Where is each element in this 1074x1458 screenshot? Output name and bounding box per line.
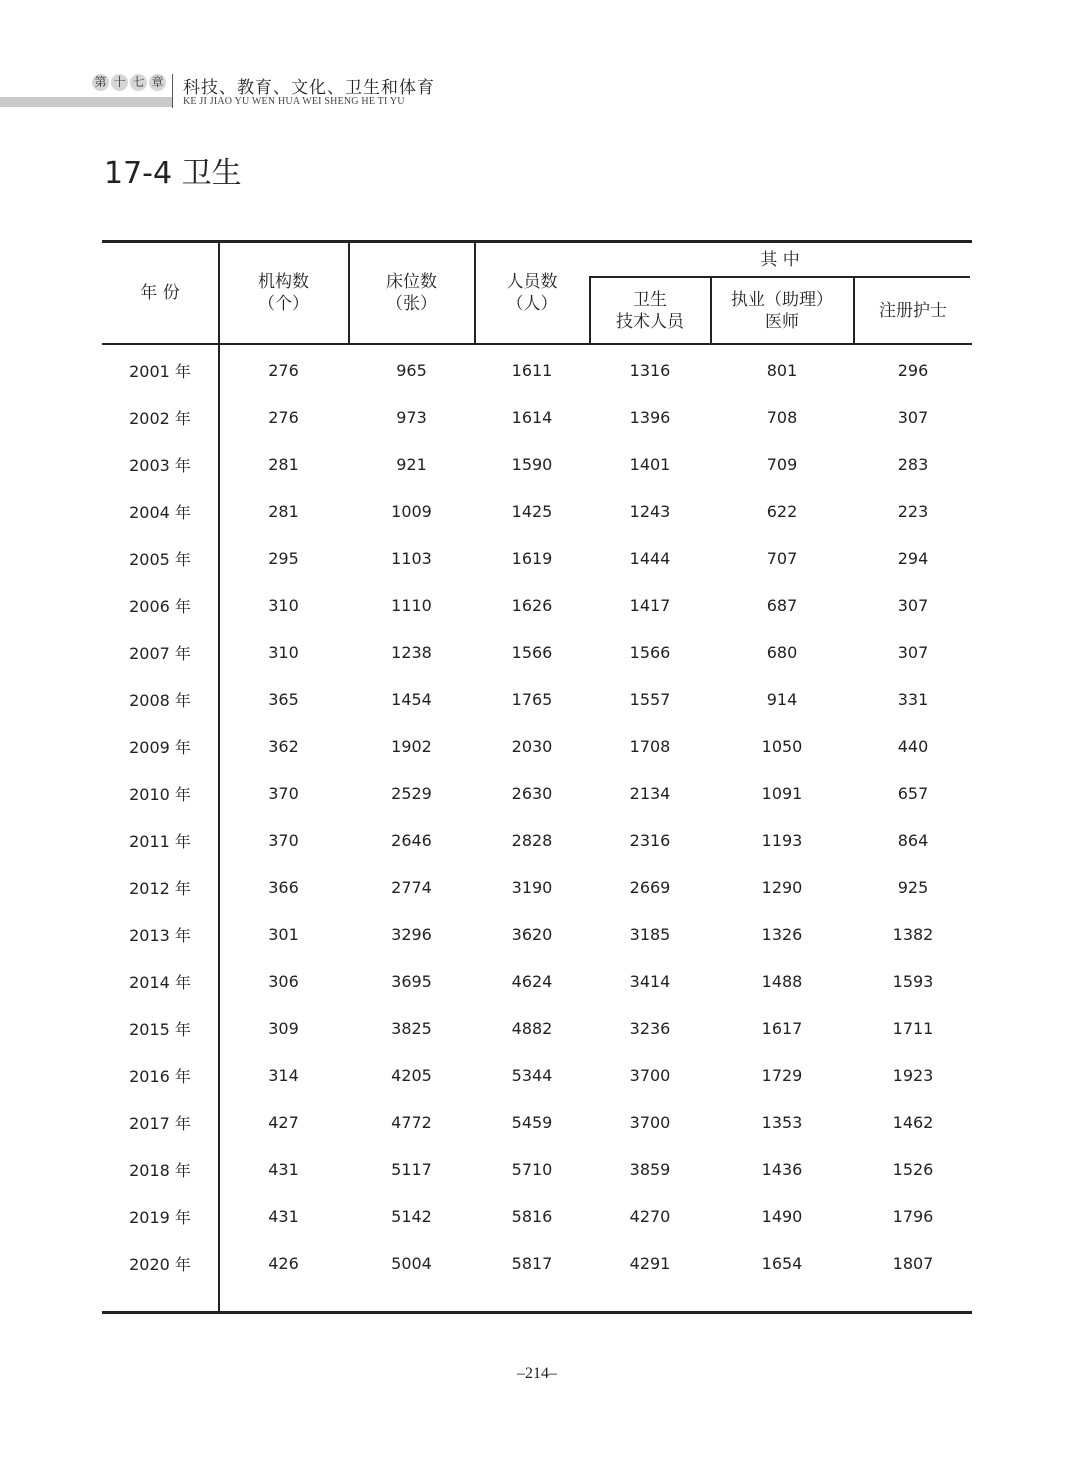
header-decor-bar	[0, 97, 172, 107]
table-row	[102, 629, 972, 676]
cell-health-tech: 1243	[629, 502, 671, 521]
cell-personnel: 1590	[511, 455, 553, 474]
cell-year: 2002 年	[129, 409, 191, 428]
header-institutions: 机构数 （个）	[258, 272, 309, 314]
cell-doctors: 1729	[761, 1066, 803, 1085]
cell-beds: 3695	[391, 972, 432, 991]
cell-personnel: 3620	[511, 925, 553, 944]
cell-personnel: 1425	[511, 502, 553, 521]
header-health-tech: 卫生 技术人员	[616, 289, 684, 332]
table-row	[102, 1193, 972, 1240]
header-doctors: 执业（助理） 医师	[731, 289, 833, 332]
cell-personnel: 1611	[511, 361, 553, 380]
cell-beds: 965	[396, 361, 427, 380]
table-row	[102, 1099, 972, 1146]
cell-doctors: 1617	[761, 1019, 803, 1038]
cell-nurses: 1593	[892, 972, 934, 991]
cell-personnel: 2828	[511, 831, 553, 850]
cell-institutions: 431	[268, 1207, 299, 1226]
cell-personnel: 4882	[511, 1019, 553, 1038]
header-among: 其 中	[760, 249, 800, 270]
cell-doctors: 1353	[761, 1113, 803, 1132]
cell-year: 2001 年	[129, 362, 191, 381]
cell-personnel: 3190	[511, 878, 553, 897]
cell-doctors: 707	[766, 549, 798, 568]
cell-personnel: 1566	[511, 643, 553, 662]
cell-personnel: 5710	[511, 1160, 553, 1179]
header-rule	[102, 343, 972, 345]
table-row	[102, 864, 972, 911]
table-row	[102, 676, 972, 723]
cell-health-tech: 1566	[629, 643, 671, 662]
cell-doctors: 1050	[761, 737, 803, 756]
cell-health-tech: 3700	[629, 1066, 671, 1085]
table-row	[102, 441, 972, 488]
table-row	[102, 535, 972, 582]
cell-institutions: 365	[268, 690, 299, 709]
table-row	[102, 1240, 972, 1287]
cell-institutions: 431	[268, 1160, 299, 1179]
cell-personnel: 5459	[511, 1113, 553, 1132]
cell-institutions: 276	[268, 361, 299, 380]
cell-personnel: 1619	[511, 549, 553, 568]
header-year: 年 份	[140, 283, 180, 303]
cell-beds: 1009	[391, 502, 432, 521]
cell-beds: 5117	[391, 1160, 432, 1179]
cell-institutions: 309	[268, 1019, 299, 1038]
table-row	[102, 817, 972, 864]
cell-beds: 973	[396, 408, 427, 427]
cell-doctors: 1490	[761, 1207, 803, 1226]
cell-nurses: 296	[897, 361, 929, 380]
table-body	[102, 347, 972, 1287]
table-row	[102, 582, 972, 629]
cell-year: 2016 年	[129, 1067, 191, 1086]
cell-doctors: 708	[766, 408, 798, 427]
cell-year: 2003 年	[129, 456, 191, 475]
cell-personnel: 5344	[511, 1066, 553, 1085]
cell-doctors: 914	[766, 690, 798, 709]
cell-doctors: 801	[766, 361, 798, 380]
cell-nurses: 223	[897, 502, 929, 521]
cell-year: 2015 年	[129, 1020, 191, 1039]
cell-beds: 2529	[391, 784, 432, 803]
cell-nurses: 1382	[892, 925, 934, 944]
table-row	[102, 488, 972, 535]
table-row	[102, 1052, 972, 1099]
table-row	[102, 770, 972, 817]
cell-personnel: 1765	[511, 690, 553, 709]
cell-nurses: 294	[897, 549, 929, 568]
cell-health-tech: 1401	[629, 455, 671, 474]
cell-institutions: 366	[268, 878, 299, 897]
cell-doctors: 680	[766, 643, 798, 662]
cell-beds: 5142	[391, 1207, 432, 1226]
table-row	[102, 347, 972, 394]
cell-year: 2013 年	[129, 926, 191, 945]
header-nurses: 注册护士	[879, 300, 947, 321]
cell-nurses: 307	[897, 643, 929, 662]
chapter-char: 七	[130, 74, 147, 91]
cell-doctors: 1290	[761, 878, 803, 897]
cell-beds: 4205	[391, 1066, 432, 1085]
cell-beds: 3825	[391, 1019, 432, 1038]
cell-personnel: 5817	[511, 1254, 553, 1273]
cell-personnel: 1626	[511, 596, 553, 615]
cell-institutions: 362	[268, 737, 299, 756]
table-row	[102, 1005, 972, 1052]
header-beds: 床位数 （张）	[386, 272, 437, 314]
page-number: –214–	[517, 1365, 557, 1382]
cell-year: 2014 年	[129, 973, 191, 992]
cell-nurses: 1807	[892, 1254, 934, 1273]
chapter-title: 科技、教育、文化、卫生和体育	[183, 78, 435, 98]
cell-institutions: 370	[268, 831, 299, 850]
cell-year: 2008 年	[129, 691, 191, 710]
cell-health-tech: 1557	[629, 690, 671, 709]
cell-year: 2006 年	[129, 597, 191, 616]
chapter-char: 第	[92, 74, 109, 91]
cell-year: 2020 年	[129, 1255, 191, 1274]
table-row	[102, 1146, 972, 1193]
cell-institutions: 301	[268, 925, 299, 944]
cell-institutions: 310	[268, 596, 299, 615]
cell-nurses: 925	[897, 878, 929, 897]
cell-year: 2018 年	[129, 1161, 191, 1180]
cell-beds: 5004	[391, 1254, 432, 1273]
cell-institutions: 295	[268, 549, 299, 568]
header-personnel: 人员数 （人）	[506, 272, 558, 314]
cell-nurses: 440	[897, 737, 929, 756]
cell-health-tech: 2316	[629, 831, 671, 850]
health-table	[102, 240, 972, 1314]
cell-doctors: 687	[766, 596, 798, 615]
cell-institutions: 306	[268, 972, 299, 991]
cell-nurses: 864	[897, 831, 929, 850]
cell-year: 2009 年	[129, 738, 191, 757]
cell-nurses: 307	[897, 596, 929, 615]
cell-doctors: 1654	[761, 1254, 803, 1273]
cell-health-tech: 2669	[629, 878, 671, 897]
table-row	[102, 911, 972, 958]
cell-beds: 921	[396, 455, 427, 474]
cell-health-tech: 1444	[629, 549, 671, 568]
cell-nurses: 657	[897, 784, 929, 803]
cell-doctors: 1436	[761, 1160, 803, 1179]
cell-institutions: 314	[268, 1066, 299, 1085]
cell-health-tech: 1316	[629, 361, 671, 380]
cell-institutions: 370	[268, 784, 299, 803]
cell-doctors: 1326	[761, 925, 803, 944]
cell-nurses: 283	[897, 455, 929, 474]
cell-beds: 1110	[391, 596, 432, 615]
cell-doctors: 1091	[761, 784, 803, 803]
header-separator	[172, 74, 173, 108]
cell-health-tech: 1396	[629, 408, 671, 427]
cell-doctors: 1488	[761, 972, 803, 991]
cell-institutions: 276	[268, 408, 299, 427]
cell-health-tech: 4291	[629, 1254, 671, 1273]
cell-nurses: 331	[897, 690, 929, 709]
table-row	[102, 394, 972, 441]
cell-institutions: 281	[268, 502, 299, 521]
cell-health-tech: 3859	[629, 1160, 671, 1179]
cell-year: 2012 年	[129, 879, 191, 898]
chapter-pinyin: KE JI JIAO YU WEN HUA WEI SHENG HE TI YU	[183, 96, 405, 107]
cell-health-tech: 1417	[629, 596, 671, 615]
cell-beds: 2774	[391, 878, 432, 897]
cell-beds: 1103	[391, 549, 432, 568]
cell-beds: 1902	[391, 737, 432, 756]
cell-health-tech: 3700	[629, 1113, 671, 1132]
cell-year: 2017 年	[129, 1114, 191, 1133]
cell-health-tech: 3414	[629, 972, 671, 991]
cell-beds: 1238	[391, 643, 432, 662]
cell-year: 2019 年	[129, 1208, 191, 1227]
cell-personnel: 5816	[511, 1207, 553, 1226]
cell-beds: 1454	[391, 690, 432, 709]
cell-institutions: 427	[268, 1113, 299, 1132]
cell-health-tech: 3185	[629, 925, 671, 944]
cell-personnel: 1614	[511, 408, 553, 427]
table-row	[102, 958, 972, 1005]
cell-nurses: 307	[897, 408, 929, 427]
page-title: 17-4 卫生	[104, 156, 242, 191]
cell-health-tech: 1708	[629, 737, 671, 756]
cell-beds: 2646	[391, 831, 432, 850]
cell-nurses: 1526	[892, 1160, 934, 1179]
cell-year: 2005 年	[129, 550, 191, 569]
cell-doctors: 709	[766, 455, 798, 474]
cell-personnel: 4624	[511, 972, 553, 991]
cell-year: 2011 年	[129, 832, 191, 851]
cell-health-tech: 2134	[629, 784, 671, 803]
cell-institutions: 281	[268, 455, 299, 474]
cell-nurses: 1923	[892, 1066, 934, 1085]
cell-health-tech: 3236	[629, 1019, 671, 1038]
cell-nurses: 1462	[892, 1113, 934, 1132]
cell-health-tech: 4270	[629, 1207, 671, 1226]
cell-doctors: 622	[766, 502, 798, 521]
chapter-badge	[92, 74, 166, 91]
cell-year: 2007 年	[129, 644, 191, 663]
chapter-char: 十	[111, 74, 128, 91]
chapter-char: 章	[149, 74, 166, 91]
cell-beds: 3296	[391, 925, 432, 944]
cell-year: 2004 年	[129, 503, 191, 522]
cell-nurses: 1796	[892, 1207, 934, 1226]
table-row	[102, 723, 972, 770]
cell-doctors: 1193	[761, 831, 803, 850]
cell-year: 2010 年	[129, 785, 191, 804]
cell-institutions: 426	[268, 1254, 299, 1273]
cell-beds: 4772	[391, 1113, 432, 1132]
cell-institutions: 310	[268, 643, 299, 662]
cell-personnel: 2030	[511, 737, 553, 756]
cell-nurses: 1711	[892, 1019, 934, 1038]
cell-personnel: 2630	[511, 784, 553, 803]
